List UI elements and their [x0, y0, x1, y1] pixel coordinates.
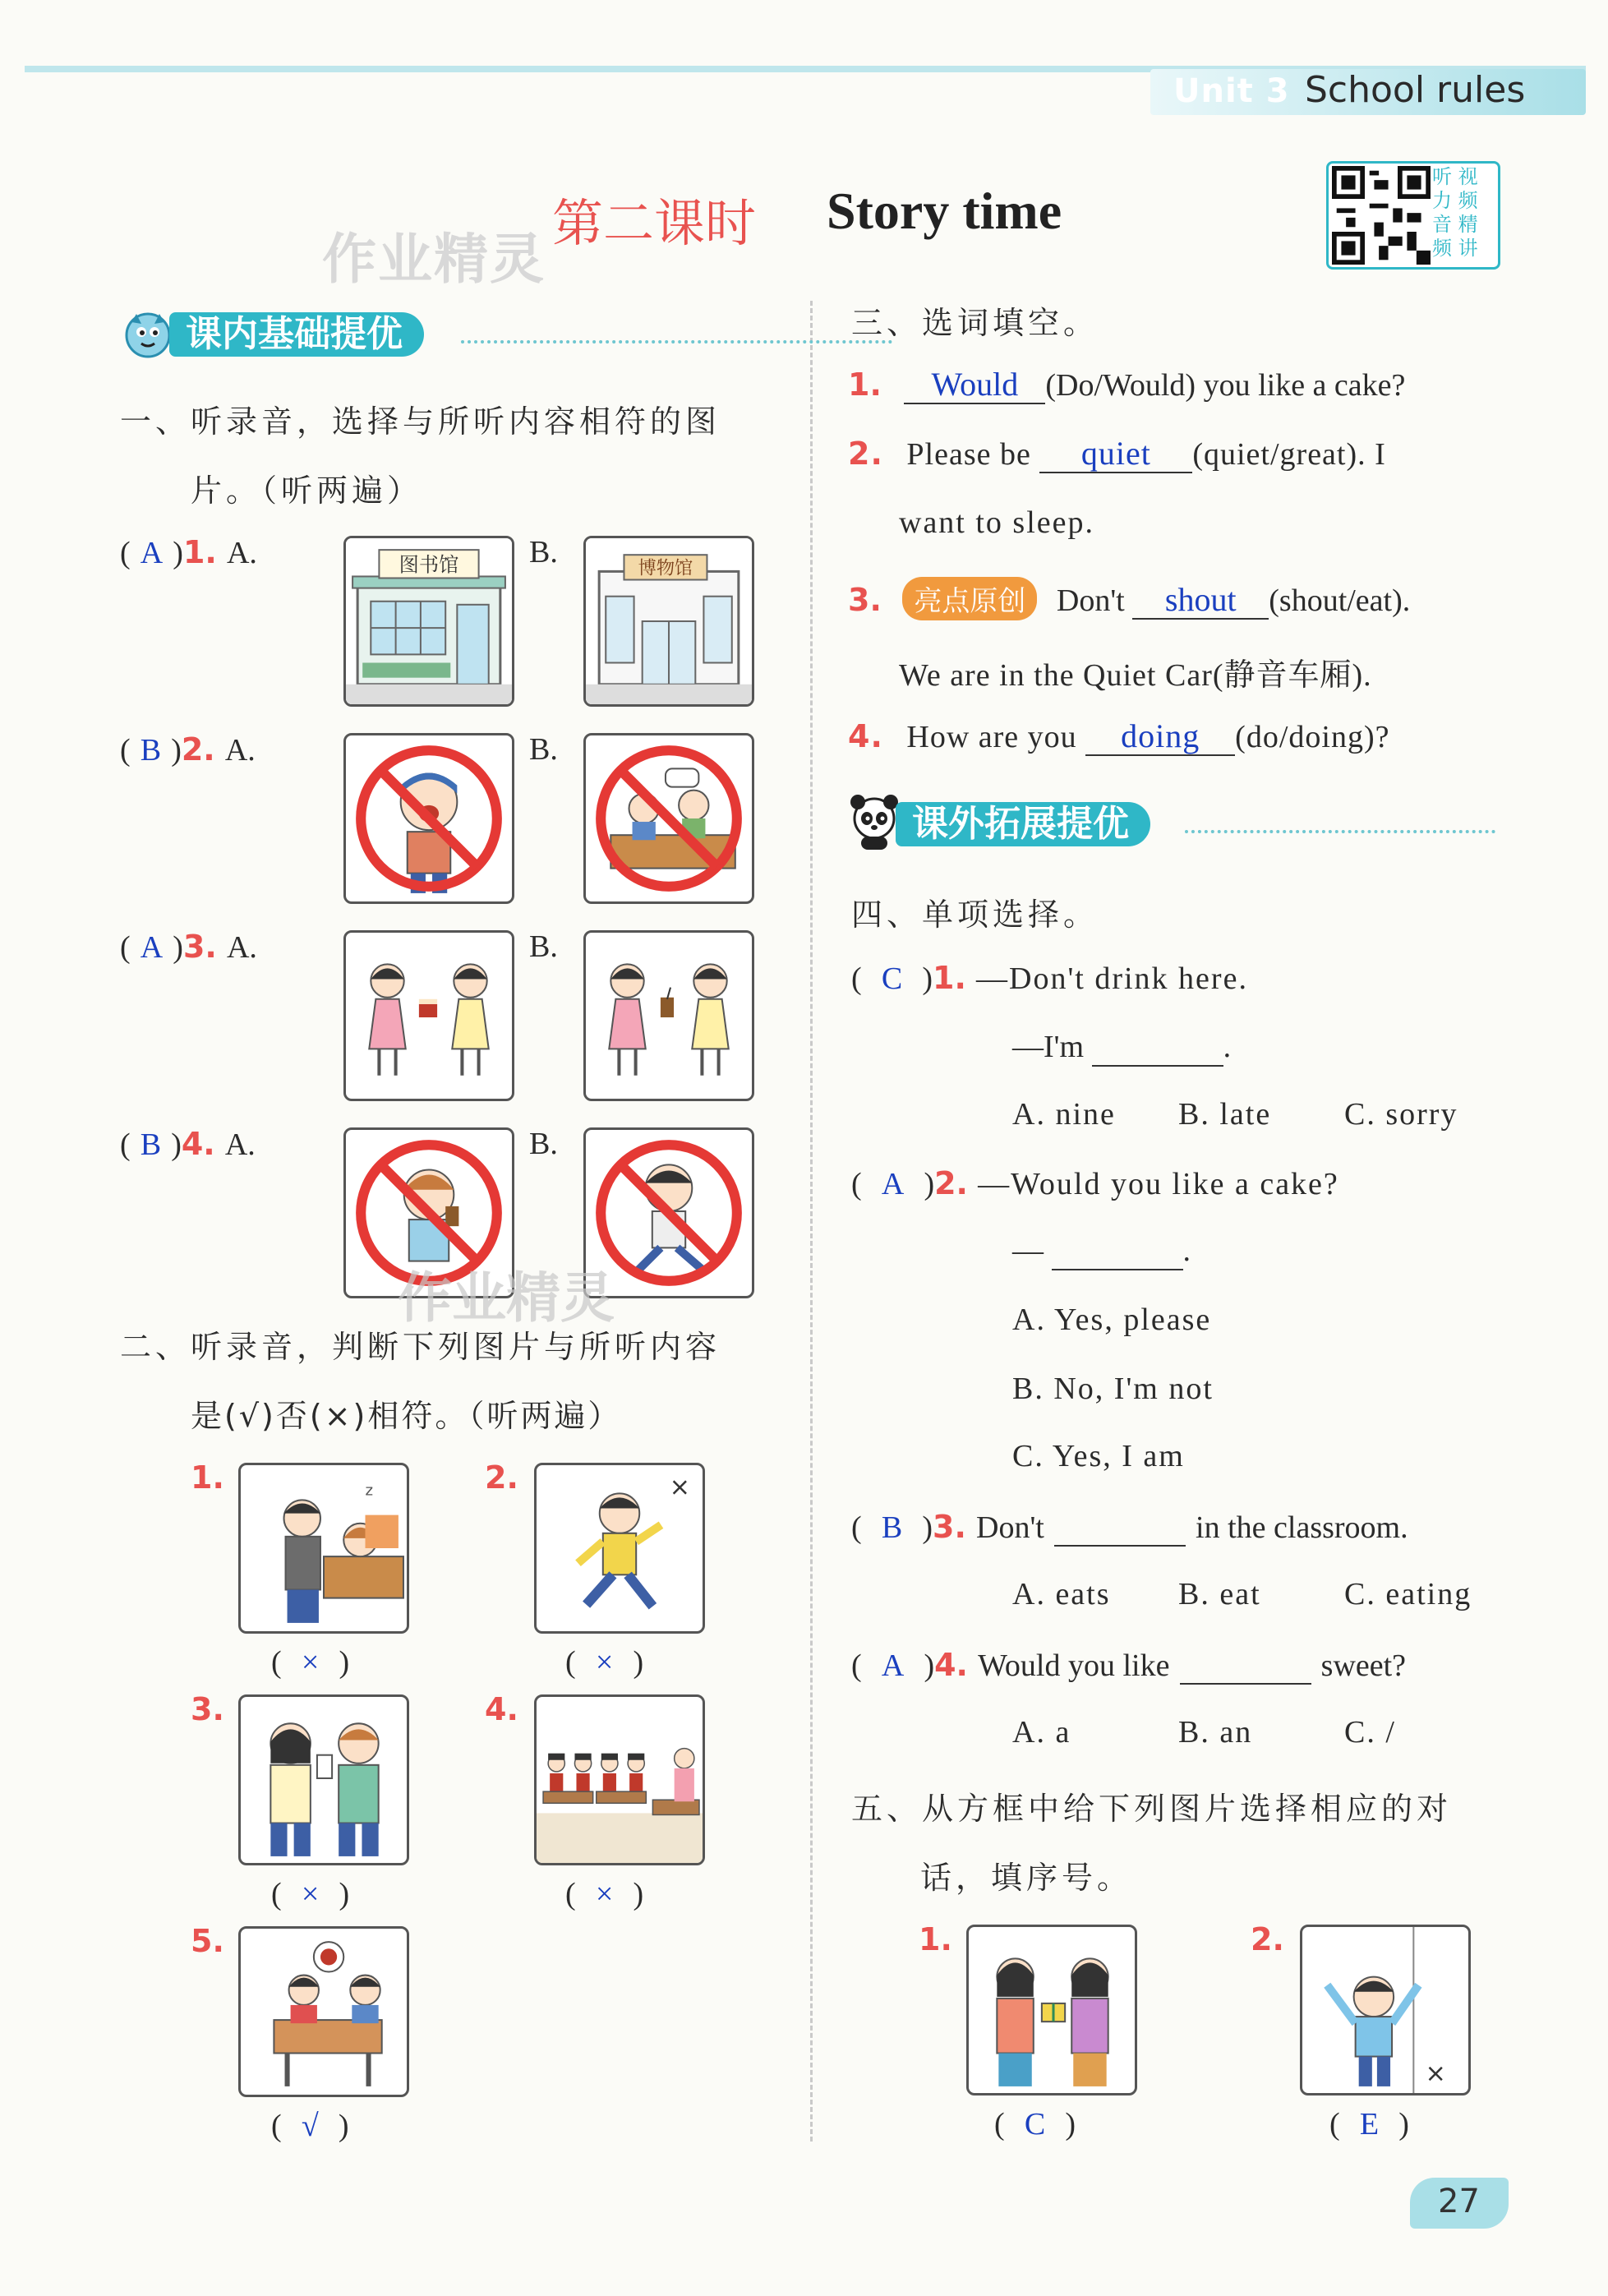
item-number: 4.: [848, 718, 883, 754]
item-number: 3.: [191, 1691, 224, 1727]
part3-q1: [848, 367, 1405, 404]
part3-q4: [848, 718, 1389, 756]
option-a: A. eats: [1012, 1577, 1111, 1611]
question-text: Don't: [1056, 583, 1125, 618]
option-b-label: B.: [529, 535, 558, 569]
question-text: (Do/Would) you like a cake?: [1045, 368, 1406, 403]
item-number: 2.: [848, 436, 883, 472]
option-b-label: B.: [529, 929, 558, 964]
question-text: —I'm: [1012, 1030, 1085, 1064]
part4-heading: 四、单项选择。: [851, 897, 1099, 933]
question-text: We are in the Quiet Car(静音车厢).: [899, 658, 1372, 693]
svg-text:z: z: [365, 1482, 374, 1500]
part1-item-2: ( B )2. A.: [120, 731, 256, 768]
answer: A: [881, 1648, 905, 1683]
judge-answer-5: ( √ ): [271, 2109, 349, 2143]
museum-sign: 博物馆: [638, 557, 693, 579]
section-header-extension: [846, 799, 1495, 848]
option-a-label: A.: [226, 930, 257, 965]
question-text: —Would you like a cake?: [978, 1167, 1339, 1201]
answer: C: [1024, 2107, 1046, 2142]
judge-answer-4: ( × ): [565, 1877, 644, 1911]
option-a: A. Yes, please: [1012, 1302, 1212, 1337]
unit-title: School rules: [1305, 69, 1526, 111]
part1-item-1: ( A )1. A.: [120, 534, 257, 570]
answer: E: [1359, 2107, 1380, 2142]
part4-q1: ( C )1. —Don't drink here.: [851, 960, 1248, 996]
qr-label: 讲: [1458, 237, 1478, 260]
picture-no-talking-in-class: [583, 733, 754, 904]
option-a-label: A.: [226, 536, 257, 570]
part4-q3: ( B )3. Don't in the classroom.: [851, 1509, 1408, 1545]
question-text: .: [1182, 1233, 1191, 1268]
item-number: 1.: [919, 1921, 952, 1957]
question-text: Don't: [976, 1510, 1044, 1545]
option-c: C. Yes, I am: [1012, 1439, 1185, 1473]
qr-label: 频: [1432, 237, 1452, 260]
answer: A: [140, 536, 164, 570]
answer: ×: [595, 1877, 614, 1911]
match-answer-1: ( C ): [994, 2107, 1076, 2142]
fill-blank: shout: [1132, 582, 1269, 620]
svg-text:×: ×: [669, 1473, 690, 1502]
picture-classroom: [534, 1694, 705, 1865]
item-number: 2.: [485, 1459, 518, 1496]
item-number: 1.: [182, 534, 217, 570]
part4-q1-line2: [1012, 1029, 1231, 1067]
part5-heading-2: 话，填序号。: [920, 1860, 1133, 1896]
part4-q2: ( A )2. —Would you like a cake?: [851, 1165, 1339, 1201]
answer: B: [140, 733, 162, 768]
option-b: B. No, I'm not: [1012, 1372, 1214, 1406]
option-a: A. nine: [1012, 1097, 1116, 1132]
question-text: —: [1012, 1233, 1044, 1268]
judge-answer-1: ( × ): [271, 1645, 350, 1680]
option-b-label: B.: [529, 732, 558, 767]
item-number: 3.: [182, 929, 217, 965]
qr-label: 视: [1458, 165, 1478, 188]
picture-eating-at-table: [238, 1926, 409, 2097]
section-header-in-class: [120, 309, 777, 358]
section-label-extension: 课外拓展提优: [896, 802, 1150, 846]
question-text: How are you: [906, 720, 1077, 754]
library-sign: 图书馆: [399, 552, 459, 577]
qr-label: 音: [1432, 213, 1452, 236]
option-a-label: A.: [224, 733, 256, 768]
part2-heading-2: 是(√)否(×)相符。（听两遍）: [191, 1398, 622, 1434]
part1-heading: 一、听录音，选择与所听内容相符的图: [120, 403, 721, 440]
item-number: 5.: [191, 1923, 224, 1959]
answer: ×: [301, 1645, 320, 1680]
lesson-title-cn: 第二课时: [552, 193, 757, 253]
item-number: 4.: [181, 1126, 215, 1162]
option-b: B. late: [1178, 1097, 1272, 1132]
question-text: —Don't drink here.: [976, 961, 1248, 996]
part5-heading: 五、从方框中给下列图片选择相应的对: [851, 1791, 1453, 1827]
watermark: 作业精灵: [398, 1266, 615, 1330]
fill-blank: doing: [1085, 718, 1235, 756]
item-number: 3.: [848, 582, 882, 618]
option-b: B. eat: [1178, 1577, 1261, 1611]
question-text: Would you like: [978, 1648, 1170, 1683]
part1-item-4: ( B )4. A.: [120, 1126, 256, 1162]
answer: ×: [301, 1877, 320, 1911]
picture-running-boy: [534, 1463, 705, 1634]
option-c: C. sorry: [1344, 1097, 1458, 1132]
judge-answer-2: ( × ): [565, 1645, 644, 1680]
fill-blank: Would: [904, 367, 1045, 404]
answer: A: [881, 1167, 905, 1201]
picture-excited-boy: [1300, 1925, 1471, 2095]
question-text: sweet?: [1320, 1648, 1407, 1683]
answer: A: [140, 930, 164, 965]
page-number: 27: [1438, 2183, 1480, 2220]
part3-q2: [848, 436, 1386, 473]
part1-heading-2: 片。（听两遍）: [191, 473, 423, 509]
picture-giving-gift: [966, 1925, 1137, 2095]
match-answer-2: ( E ): [1329, 2107, 1409, 2142]
item-number: 1.: [933, 960, 966, 996]
item-number: 1.: [191, 1459, 224, 1496]
part2-heading: 二、听录音，判断下列图片与所听内容: [120, 1329, 721, 1365]
part4-q2-line2: [1012, 1233, 1191, 1270]
picture-offering-cake: [343, 930, 514, 1101]
item-number: 3.: [933, 1509, 966, 1545]
item-number: 4.: [934, 1647, 968, 1683]
picture-library: [343, 536, 514, 707]
option-c: C. /: [1344, 1715, 1396, 1750]
qr-label: 力: [1432, 189, 1452, 212]
picture-offering-drink: [583, 930, 754, 1101]
question-text: Please be: [906, 437, 1031, 472]
answer: B: [140, 1127, 162, 1162]
answer: C: [881, 961, 903, 996]
option-b-label: B.: [529, 1127, 558, 1161]
column-divider: [810, 301, 813, 2142]
question-text: in the classroom.: [1196, 1510, 1408, 1545]
item-number: 2.: [181, 731, 215, 768]
part3-q3: [848, 577, 1410, 620]
qr-icon: [1332, 166, 1431, 265]
qr-label: 精: [1458, 213, 1478, 236]
original-badge: 亮点原创: [902, 577, 1037, 620]
answer: √: [301, 2109, 319, 2143]
section-label-in-class: 课内基础提优: [169, 312, 424, 357]
picture-museum: [583, 536, 754, 707]
svg-text:×: ×: [1425, 2059, 1446, 2088]
picture-giving-milk: [238, 1694, 409, 1865]
watermark: 作业精灵: [322, 228, 546, 291]
part3-heading: 三、选词填空。: [851, 305, 1099, 341]
answer: ×: [595, 1645, 614, 1680]
fill-blank: quiet: [1039, 436, 1192, 473]
option-a: A. a: [1012, 1715, 1071, 1750]
qr-label: 频: [1458, 189, 1478, 212]
qr-code[interactable]: [1326, 161, 1500, 270]
question-text: (do/doing)?: [1235, 720, 1390, 754]
question-text: want to sleep.: [899, 505, 1095, 540]
lesson-title-en: Story time: [827, 182, 1062, 240]
option-c: C. eating: [1344, 1577, 1472, 1611]
item-number: 2.: [934, 1165, 968, 1201]
question-text: .: [1223, 1030, 1232, 1064]
item-number: 1.: [848, 367, 882, 403]
question-text: (quiet/great). I: [1192, 437, 1386, 472]
question-text: (shout/eat).: [1269, 583, 1411, 618]
part4-q4: ( A )4. Would you like sweet?: [851, 1647, 1407, 1683]
unit-label: Unit 3: [1173, 72, 1290, 110]
qr-label: 听: [1432, 165, 1452, 188]
answer: B: [881, 1510, 903, 1545]
option-b: B. an: [1178, 1715, 1253, 1750]
picture-no-shouting: [343, 733, 514, 904]
item-number: 4.: [485, 1691, 518, 1727]
judge-answer-3: ( × ): [271, 1877, 350, 1911]
option-a-label: A.: [224, 1127, 256, 1162]
item-number: 2.: [1251, 1921, 1284, 1957]
picture-sleeping-in-class: [238, 1463, 409, 1634]
part1-item-3: ( A )3. A.: [120, 929, 257, 965]
